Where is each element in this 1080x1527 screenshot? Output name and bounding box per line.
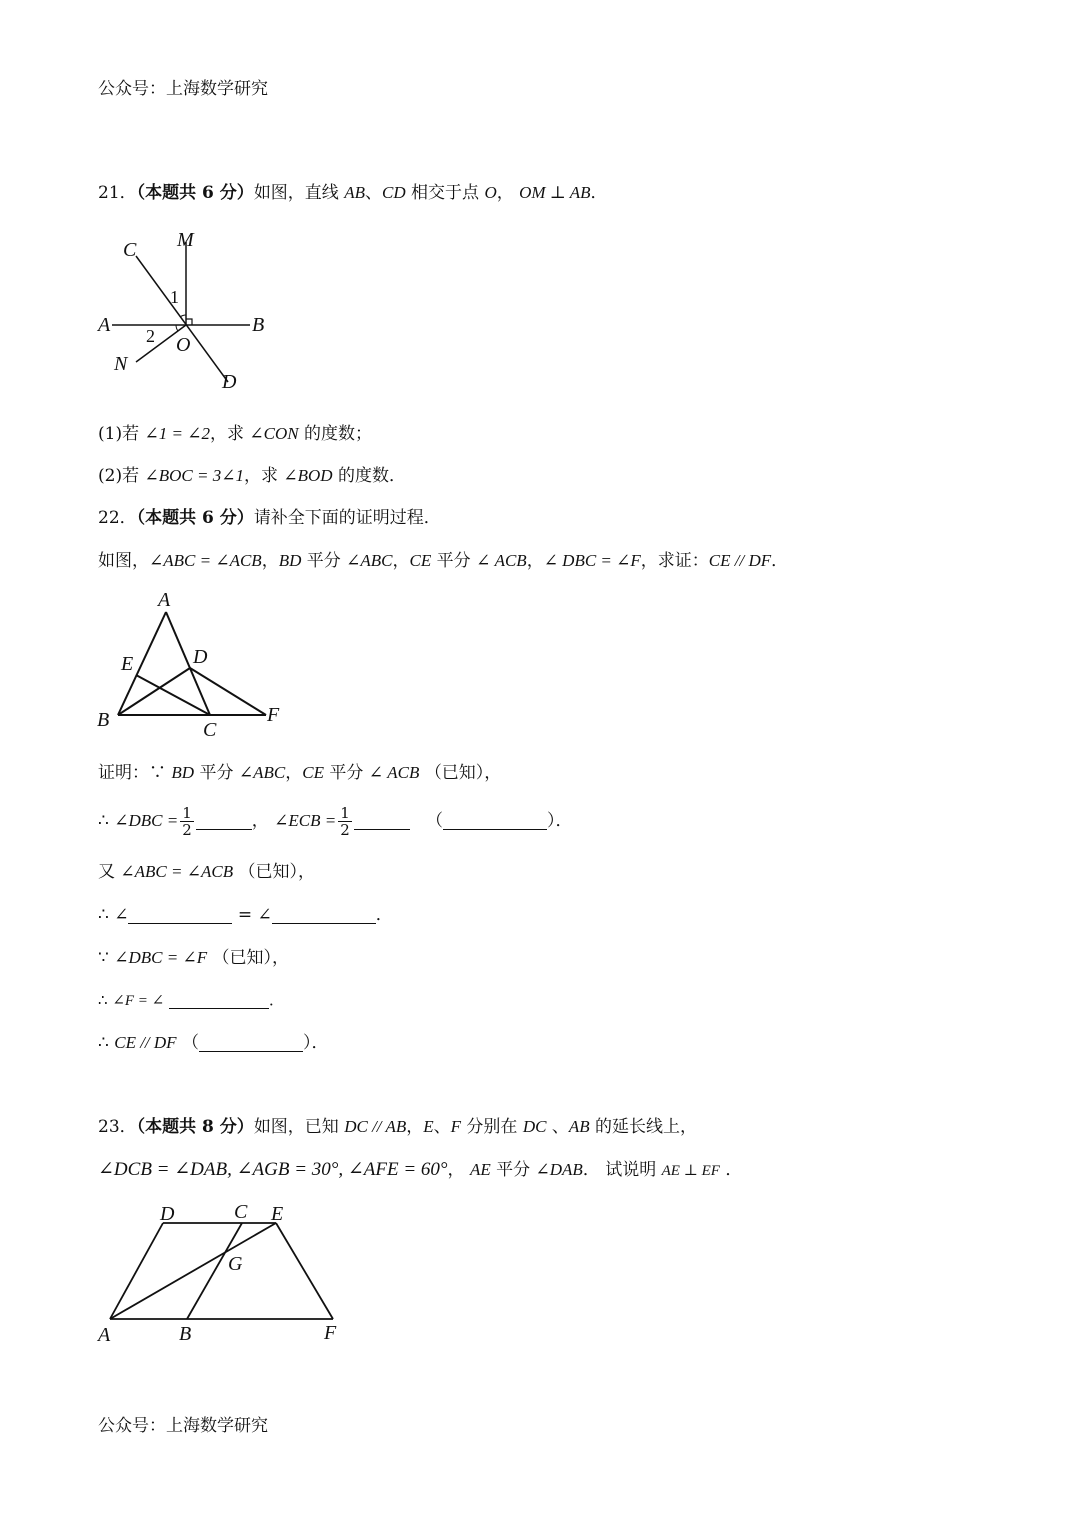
q22-s6-blank[interactable] [169,990,269,1009]
q22-s6-m: ∠F = ∠ [112,993,165,1009]
q21-figure [90,220,290,400]
q22-s2-frac1-num: 1 [182,804,192,822]
q21-label-b: B [252,314,265,336]
q22-label-f: F [267,704,280,726]
q22-s6-pre: ∴ [98,991,113,1009]
q21-end: ． [590,183,608,203]
q22-proof-step7 [98,1031,328,1055]
q23-t6: 的延长线上， [589,1117,698,1137]
q23-t3: 、 [433,1117,451,1137]
q22-s1-m2: ∠ABC [238,763,286,782]
q21-o: O [484,183,497,202]
q23-label-e: E [271,1203,284,1225]
q23-label-g: G [228,1253,243,1275]
q22-s2-close: ）． [547,811,573,831]
q22-proof-step4 [98,903,393,927]
q21-part1 [98,422,372,446]
page-header: 公众号：上海数学研究 [98,79,268,99]
q22-given-t4: 平分 [431,551,477,571]
q22-given-m4: CE [409,551,432,570]
q21-number: 21． [98,183,137,203]
q22-s1-t2: 平分 [323,763,369,783]
q23-l2-m3: ∠DAB [535,1160,583,1179]
q22-s5-reason: （已知）， [212,948,289,968]
q22-given-c2: ， [392,551,410,571]
q22-given-m1: ∠ABC = ∠ACB [149,551,262,570]
q22-s2-frac2 [338,805,352,838]
q22-given-m5: ∠ ACB [476,551,527,570]
q22-label-e: E [121,653,134,675]
q22-given-t2: 平分 [301,551,347,571]
q21-part2 [98,464,406,488]
q23-label-a: A [98,1324,111,1346]
q22-s4-pre: ∴ ∠ [98,905,129,925]
q22-given-m7: CE // DF [708,551,772,570]
q21-statement [98,181,608,205]
q23-t1: 如图，已知 [253,1117,345,1137]
q22-s1-t1: 平分 [194,763,239,783]
q23-conditions [98,1158,742,1183]
page-footer: 公众号：上海数学研究 [98,1416,268,1436]
q23-t5: 、 [546,1117,569,1137]
q21-cd: CD [382,183,406,202]
q22-s4-blank2[interactable] [272,905,376,924]
q22-s5-m: ∠DBC = ∠F [114,948,208,967]
q22-s4-eq: = ∠ [237,905,272,925]
q22-s2-reason-blank[interactable] [443,811,547,830]
q21-label-o: O [176,334,191,356]
q22-s7-pre: ∴ [98,1033,115,1053]
q21-sep: 、 [365,183,382,203]
q22-s7-reason-blank[interactable] [199,1033,303,1052]
q21-label-m: M [177,229,194,251]
q21-label-c: C [123,239,137,261]
q23-m2: E [423,1117,434,1136]
q23-points: （本题共 8 分） [136,1117,254,1137]
q21-p1-mid: ，求 [209,424,250,444]
q22-given-m6: ∠ DBC = ∠F [543,551,641,570]
q21-p1-post: 的度数； [298,424,372,444]
q22-s1-m4: ∠ ACB [368,763,420,782]
q22-s7-m: CE // DF [114,1033,177,1052]
q21-p2-mid: ，求 [243,466,284,486]
q21-p1-pre: (1)若 [98,424,145,444]
q21-comma: ， [496,183,514,203]
q23-l2-end: ． [725,1160,743,1180]
q22-s2-frac2-num: 1 [340,804,350,822]
q23-t2: ， [406,1117,424,1137]
q22-proof-step5 [98,946,289,970]
q22-s1-c: ， [285,763,303,783]
q22-s4-end: ． [375,905,393,925]
q22-given-pre: 如图， [98,551,149,571]
q23-label-d: D [160,1203,175,1225]
q23-l2-t2: 平分 [490,1160,536,1180]
q23-t4: 分别在 [461,1117,523,1137]
q22-s2-blank1[interactable] [196,811,252,830]
q21-p1-angle: ∠CON [249,424,299,443]
q21-p2-math: ∠BOC = 3∠1 [144,466,244,485]
q22-s3-m: ∠ABC = ∠ACB [120,862,234,881]
q22-proof-step2 [98,803,573,839]
q22-s6-end: ． [269,991,285,1009]
q23-label-b: B [179,1323,192,1345]
q21-p1-math: ∠1 = ∠2 [144,424,210,443]
q22-s2-open: （ [426,811,443,831]
q22-s1-pre: 证明：∵ [98,763,172,783]
q22-s1-m3: CE [302,763,324,782]
q22-s3-reason: （已知）， [238,862,315,882]
q23-label-c: C [234,1201,248,1223]
q23-l2-t1: ， [447,1160,465,1180]
q22-s2-comma: ， [251,811,269,831]
q21-points: （本题共 6 分） [136,183,254,203]
q22-s4-blank1[interactable] [128,905,232,924]
q23-number: 23． [98,1117,137,1137]
q21-p2-post: 的度数． [332,466,406,486]
q23-l2-m2: AE [469,1160,491,1179]
q22-given-end: ． [771,551,789,571]
q23-m4: DC [522,1117,547,1136]
q22-label-b: B [97,709,110,731]
q22-given-m3: ∠ABC [346,551,393,570]
q23-label-f: F [324,1322,337,1344]
q21-label-angle2: 2 [146,326,155,346]
q22-given-t6: ，求证： [640,551,709,571]
q22-given-c3: ， [526,551,544,571]
q22-figure [90,585,300,745]
q22-given-c1: ， [261,551,279,571]
q22-s2-pre: ∴ [98,811,115,831]
q22-intro: 请补全下面的证明过程． [253,508,441,528]
q23-m3: F [450,1117,462,1136]
q22-s7-open: （ [181,1033,199,1053]
q22-s1-m1: BD [171,763,195,782]
q23-m5: AB [568,1117,590,1136]
q22-heading [98,506,441,530]
q21-label-d: D [222,371,237,393]
q22-s3-pre: 又 [98,862,121,882]
q22-s2-frac1-den: 2 [182,821,192,839]
q23-m1: DC // AB [344,1117,407,1136]
q21-label-angle1: 1 [170,287,179,307]
q22-label-a: A [158,589,171,611]
q21-text: 如图，直线 [253,183,345,203]
q21-ab: AB [344,183,365,202]
q21-text-b: 相交于点 [405,183,485,203]
q23-figure [90,1195,360,1355]
q21-p2-pre: (2)若 [98,466,145,486]
q22-given-m2: BD [278,551,302,570]
q22-s2-blank2[interactable] [354,811,410,830]
q22-number: 22． [98,508,137,528]
q22-points: （本题共 6 分） [136,508,254,528]
q22-s7-close: ）． [302,1033,329,1053]
q22-proof-step1 [98,761,501,785]
q22-s2-frac2-den: 2 [340,821,350,839]
q22-s5-pre: ∵ [98,948,115,968]
q22-given [98,549,788,573]
q22-proof-step6 [98,988,284,1013]
q21-om-ab: OM ⊥ AB [519,183,591,202]
q23-l2-m4: AE ⊥ EF [661,1163,720,1179]
q21-label-a: A [98,314,111,336]
q21-p2-angle: ∠BOD [283,466,333,485]
q22-label-d: D [193,646,208,668]
q22-s1-reason: （已知）， [424,763,502,783]
q23-statement [98,1115,697,1139]
q21-label-n: N [114,353,128,375]
q22-label-c: C [203,719,217,741]
q23-l2-m1: ∠DCB = ∠DAB, ∠AGB = 30°, ∠AFE = 60° [98,1159,448,1180]
q23-l2-t3: ． 试说明 [582,1160,662,1180]
q22-proof-step3 [98,860,315,884]
q22-s2-m2: ∠ECB = [274,811,337,830]
q22-s2-frac1 [180,805,194,838]
q22-s2-m1: ∠DBC = [114,811,179,830]
